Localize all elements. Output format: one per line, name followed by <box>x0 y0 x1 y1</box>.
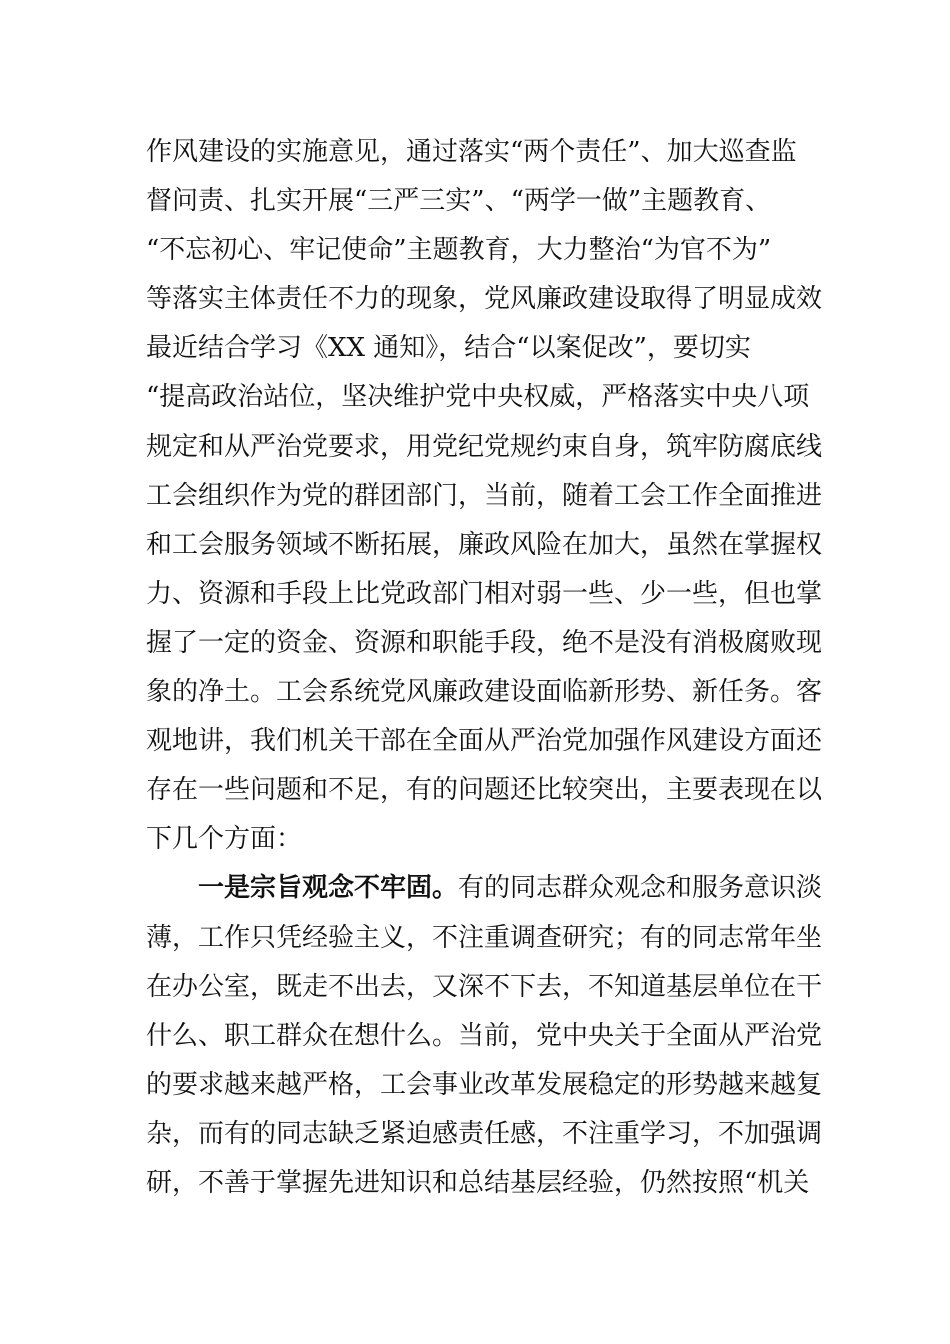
paragraph-lead-line <box>146 864 846 913</box>
text-line: 杂，而有的同志缺乏紧迫感责任感，不注重学习，不加强调 <box>146 1118 823 1149</box>
text-line: 最近结合学习《XX 通知》，结合“以案促改”，要切实 <box>146 333 751 364</box>
text-line: 力、资源和手段上比党政部门相对弱一些、少一些，但也掌 <box>146 578 823 609</box>
text-line: 象的净土。工会系统党风廉政建设面临新形势、新任务。客 <box>146 677 823 708</box>
text-line: 薄，工作只凭经验主义，不注重调查研究；有的同志常年坐 <box>146 922 823 953</box>
text-line: 什么、职工群众在想什么。当前，党中央关于全面从严治党 <box>146 1020 823 1051</box>
text-line: 的要求越来越严格，工会事业改革发展稳定的形势越来越复 <box>146 1069 823 1100</box>
text-line: “提高政治站位，坚决维护党中央权威，严格落实中央八项 <box>146 382 810 413</box>
paragraph-lead-rest: 有的同志群众观念和服务意识淡 <box>458 873 823 904</box>
paragraph-bold-lead: 一是宗旨观念不牢固。 <box>198 873 459 904</box>
text-line: 下几个方面： <box>146 824 303 855</box>
text-line: 在办公室，既走不出去，又深不下去，不知道基层单位在干 <box>146 971 823 1002</box>
body-text <box>146 128 846 1208</box>
text-line: 握了一定的资金、资源和职能手段，绝不是没有消极腐败现 <box>146 627 823 658</box>
text-line: 规定和从严治党要求，用党纪党规约束自身，筑牢防腐底线 <box>146 431 823 462</box>
text-line: 工会组织作为党的群团部门，当前，随着工会工作全面推进 <box>146 480 823 511</box>
text-line: 研，不善于掌握先进知识和总结基层经验，仍然按照“机关 <box>146 1167 810 1198</box>
text-line: 和工会服务领域不断拓展，廉政风险在加大，虽然在掌握权 <box>146 529 823 560</box>
text-line: 督问责、扎实开展“三严三实”、“两学一做”主题教育、 <box>146 186 772 217</box>
text-line: 观地讲，我们机关干部在全面从严治党加强作风建设方面还 <box>146 726 823 757</box>
text-line: 作风建设的实施意见，通过落实“两个责任”、加大巡查监 <box>146 137 797 167</box>
text-line: “不忘初心、牢记使命”主题教育，大力整治“为官不为” <box>146 235 772 266</box>
text-line: 等落实主体责任不力的现象，党风廉政建设取得了明显成效 <box>146 284 823 315</box>
text-line: 存在一些问题和不足，有的问题还比较突出，主要表现在以 <box>146 775 823 806</box>
